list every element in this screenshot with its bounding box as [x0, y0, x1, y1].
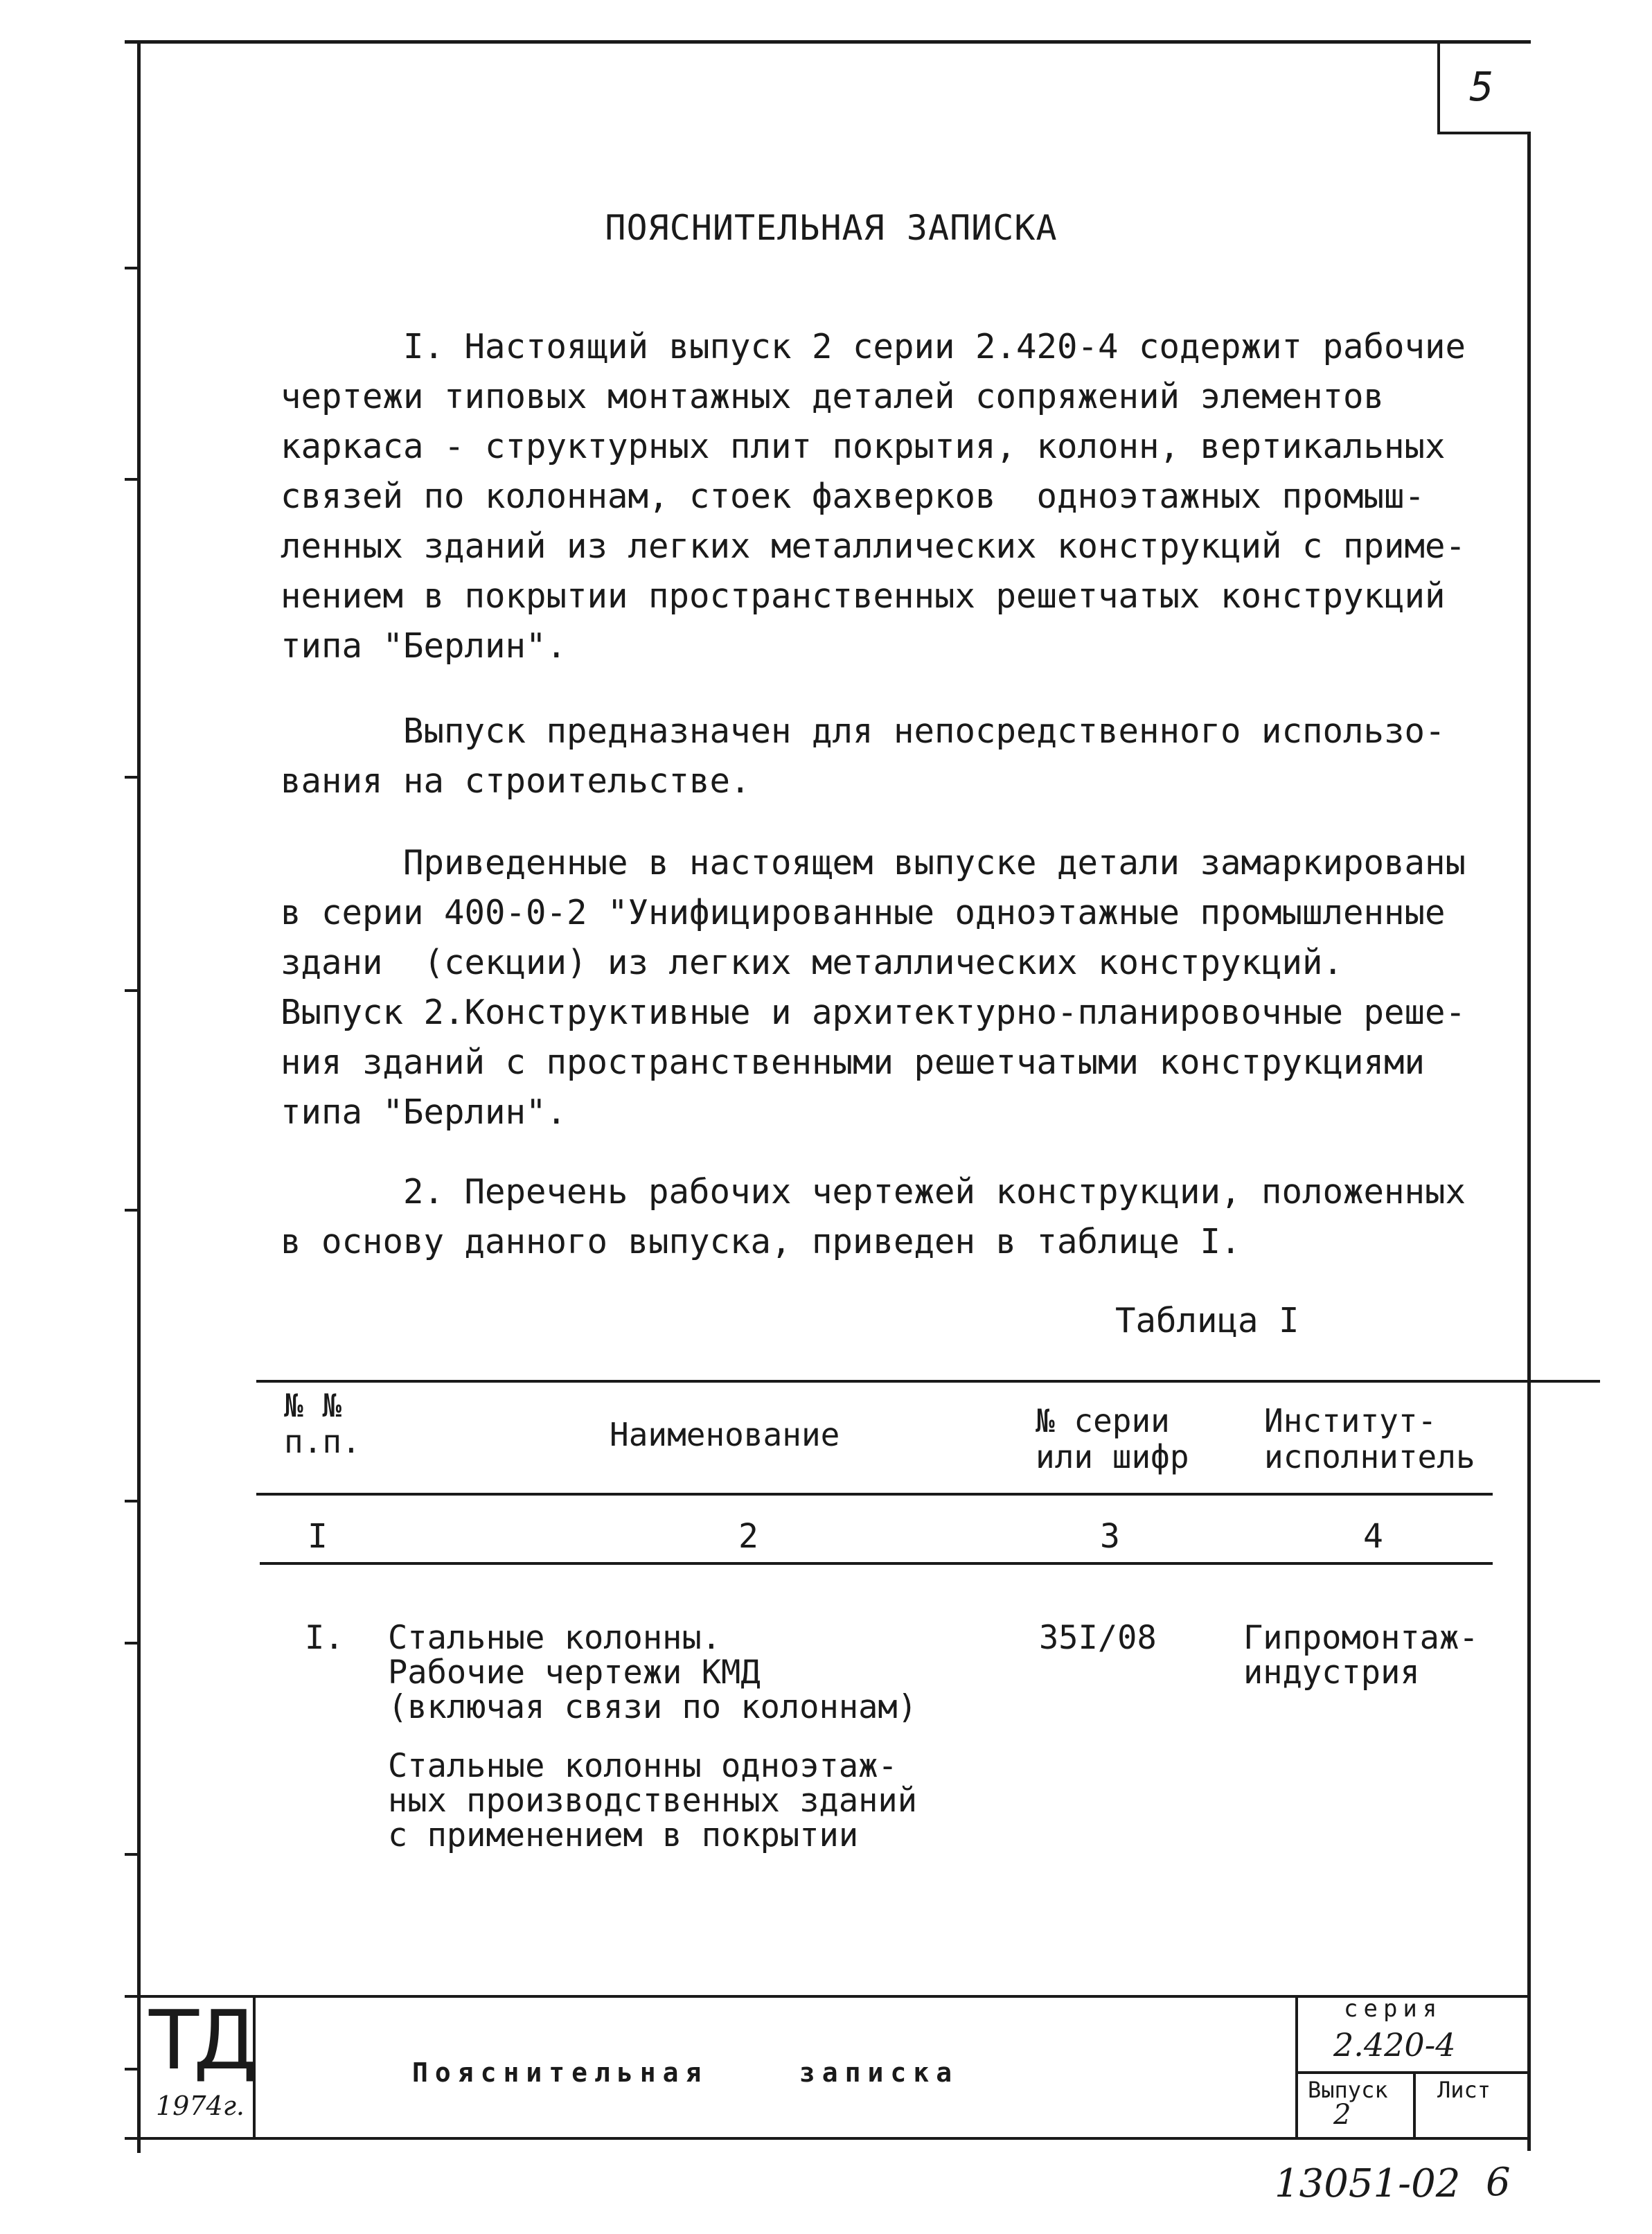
frame-right-line — [1527, 132, 1531, 2151]
header-series: № серии или шифр — [1036, 1402, 1189, 1475]
column-number-3: 3 — [1100, 1517, 1120, 1556]
series-box-left — [1295, 1995, 1298, 2139]
table-colnum-rule — [260, 1562, 1493, 1565]
title-block-year: 1974г. — [156, 2091, 245, 2121]
margin-tick — [125, 267, 140, 269]
logo-divider — [253, 1995, 256, 2139]
header-number: № № п.п. — [284, 1387, 361, 1460]
row-1-name-extra: Стальные колонны одноэтаж- ных производственных зданий с применением в покрытии — [388, 1747, 918, 1854]
title-block-top-rule — [125, 1995, 1531, 1998]
margin-tick — [125, 478, 140, 481]
row-1-series: 35I/08 — [1039, 1619, 1157, 1657]
column-number-2: 2 — [738, 1517, 758, 1556]
header-name: Наименование — [610, 1416, 840, 1453]
margin-tick — [125, 1642, 140, 1645]
table-top-rule — [256, 1380, 1600, 1383]
title-block-name: Пояснительная записка — [412, 2057, 959, 2088]
row-1-name: Стальные колонны. Рабочие чертежи КМД (включая связи по колоннам) — [388, 1619, 918, 1726]
title-block-bottom-rule — [125, 2137, 1531, 2140]
margin-tick — [125, 1853, 140, 1856]
paragraph-4: 2. Перечень рабочих чертежей конструкции, положенных в основу данного выпуска, приведен в таблице I. — [281, 1172, 1466, 1261]
frame-top-line — [125, 40, 1531, 44]
margin-tick — [125, 1500, 140, 1502]
series-value: 2.420-4 — [1333, 2026, 1456, 2064]
margin-tick — [125, 2068, 140, 2071]
margin-tick — [125, 776, 140, 779]
table-header-rule — [256, 1493, 1493, 1496]
page-number-box-bottom — [1437, 132, 1531, 134]
column-number-4: 4 — [1363, 1517, 1383, 1556]
series-label: серия — [1344, 1995, 1443, 2023]
issue-sheet-divider — [1413, 2071, 1416, 2139]
page-title: ПОЯСНИТЕЛЬНАЯ ЗАПИСКА — [605, 208, 1058, 248]
organization-logo: ТД — [149, 1992, 252, 2088]
paragraph-3: Приведенные в настоящем выпуске детали замаркированы в серии 400-0-2 "Унифицированные одноэтажные промышленные здани (секции) из легких металлических конструкций. Выпуск 2.Конструктивные и архитектурно-планировочные реше- ния зданий с пространственными решетчатыми конструкциями типа "Берлин". — [281, 843, 1466, 1132]
column-number-1: I — [308, 1517, 328, 1556]
issue-label: Выпуск — [1308, 2077, 1388, 2103]
row-1-number: I. — [305, 1619, 344, 1657]
paragraph-1: I. Настоящий выпуск 2 серии 2.420-4 содержит рабочие чертежи типовых монтажных деталей сопряжений элементов каркаса - структурных плит покрытия, колонн, вертикальных связей по колоннам, стоек фахверков одноэтажных промыш- ленных зданий из легких металлических конструкций с приме- нением в покрытии пространственных решетчатых конструкций типа "Берлин". — [281, 327, 1466, 666]
table-caption: Таблица I — [1115, 1301, 1299, 1340]
page-number: 5 — [1469, 63, 1494, 110]
paragraph-2: Выпуск предназначен для непосредственного использо- вания на строительстве. — [281, 711, 1446, 801]
row-1-institute: Гипромонтаж- индустрия — [1243, 1619, 1479, 1692]
header-institute: Институт- исполнитель — [1264, 1402, 1475, 1475]
sheet-label: Лист — [1437, 2077, 1491, 2103]
document-code-mark: 6 — [1486, 2160, 1511, 2205]
margin-tick — [125, 989, 140, 992]
issue-value: 2 — [1333, 2099, 1351, 2131]
document-code: 13051-02 — [1274, 2161, 1461, 2206]
frame-left-line — [137, 40, 141, 2153]
margin-tick — [125, 1209, 140, 1212]
